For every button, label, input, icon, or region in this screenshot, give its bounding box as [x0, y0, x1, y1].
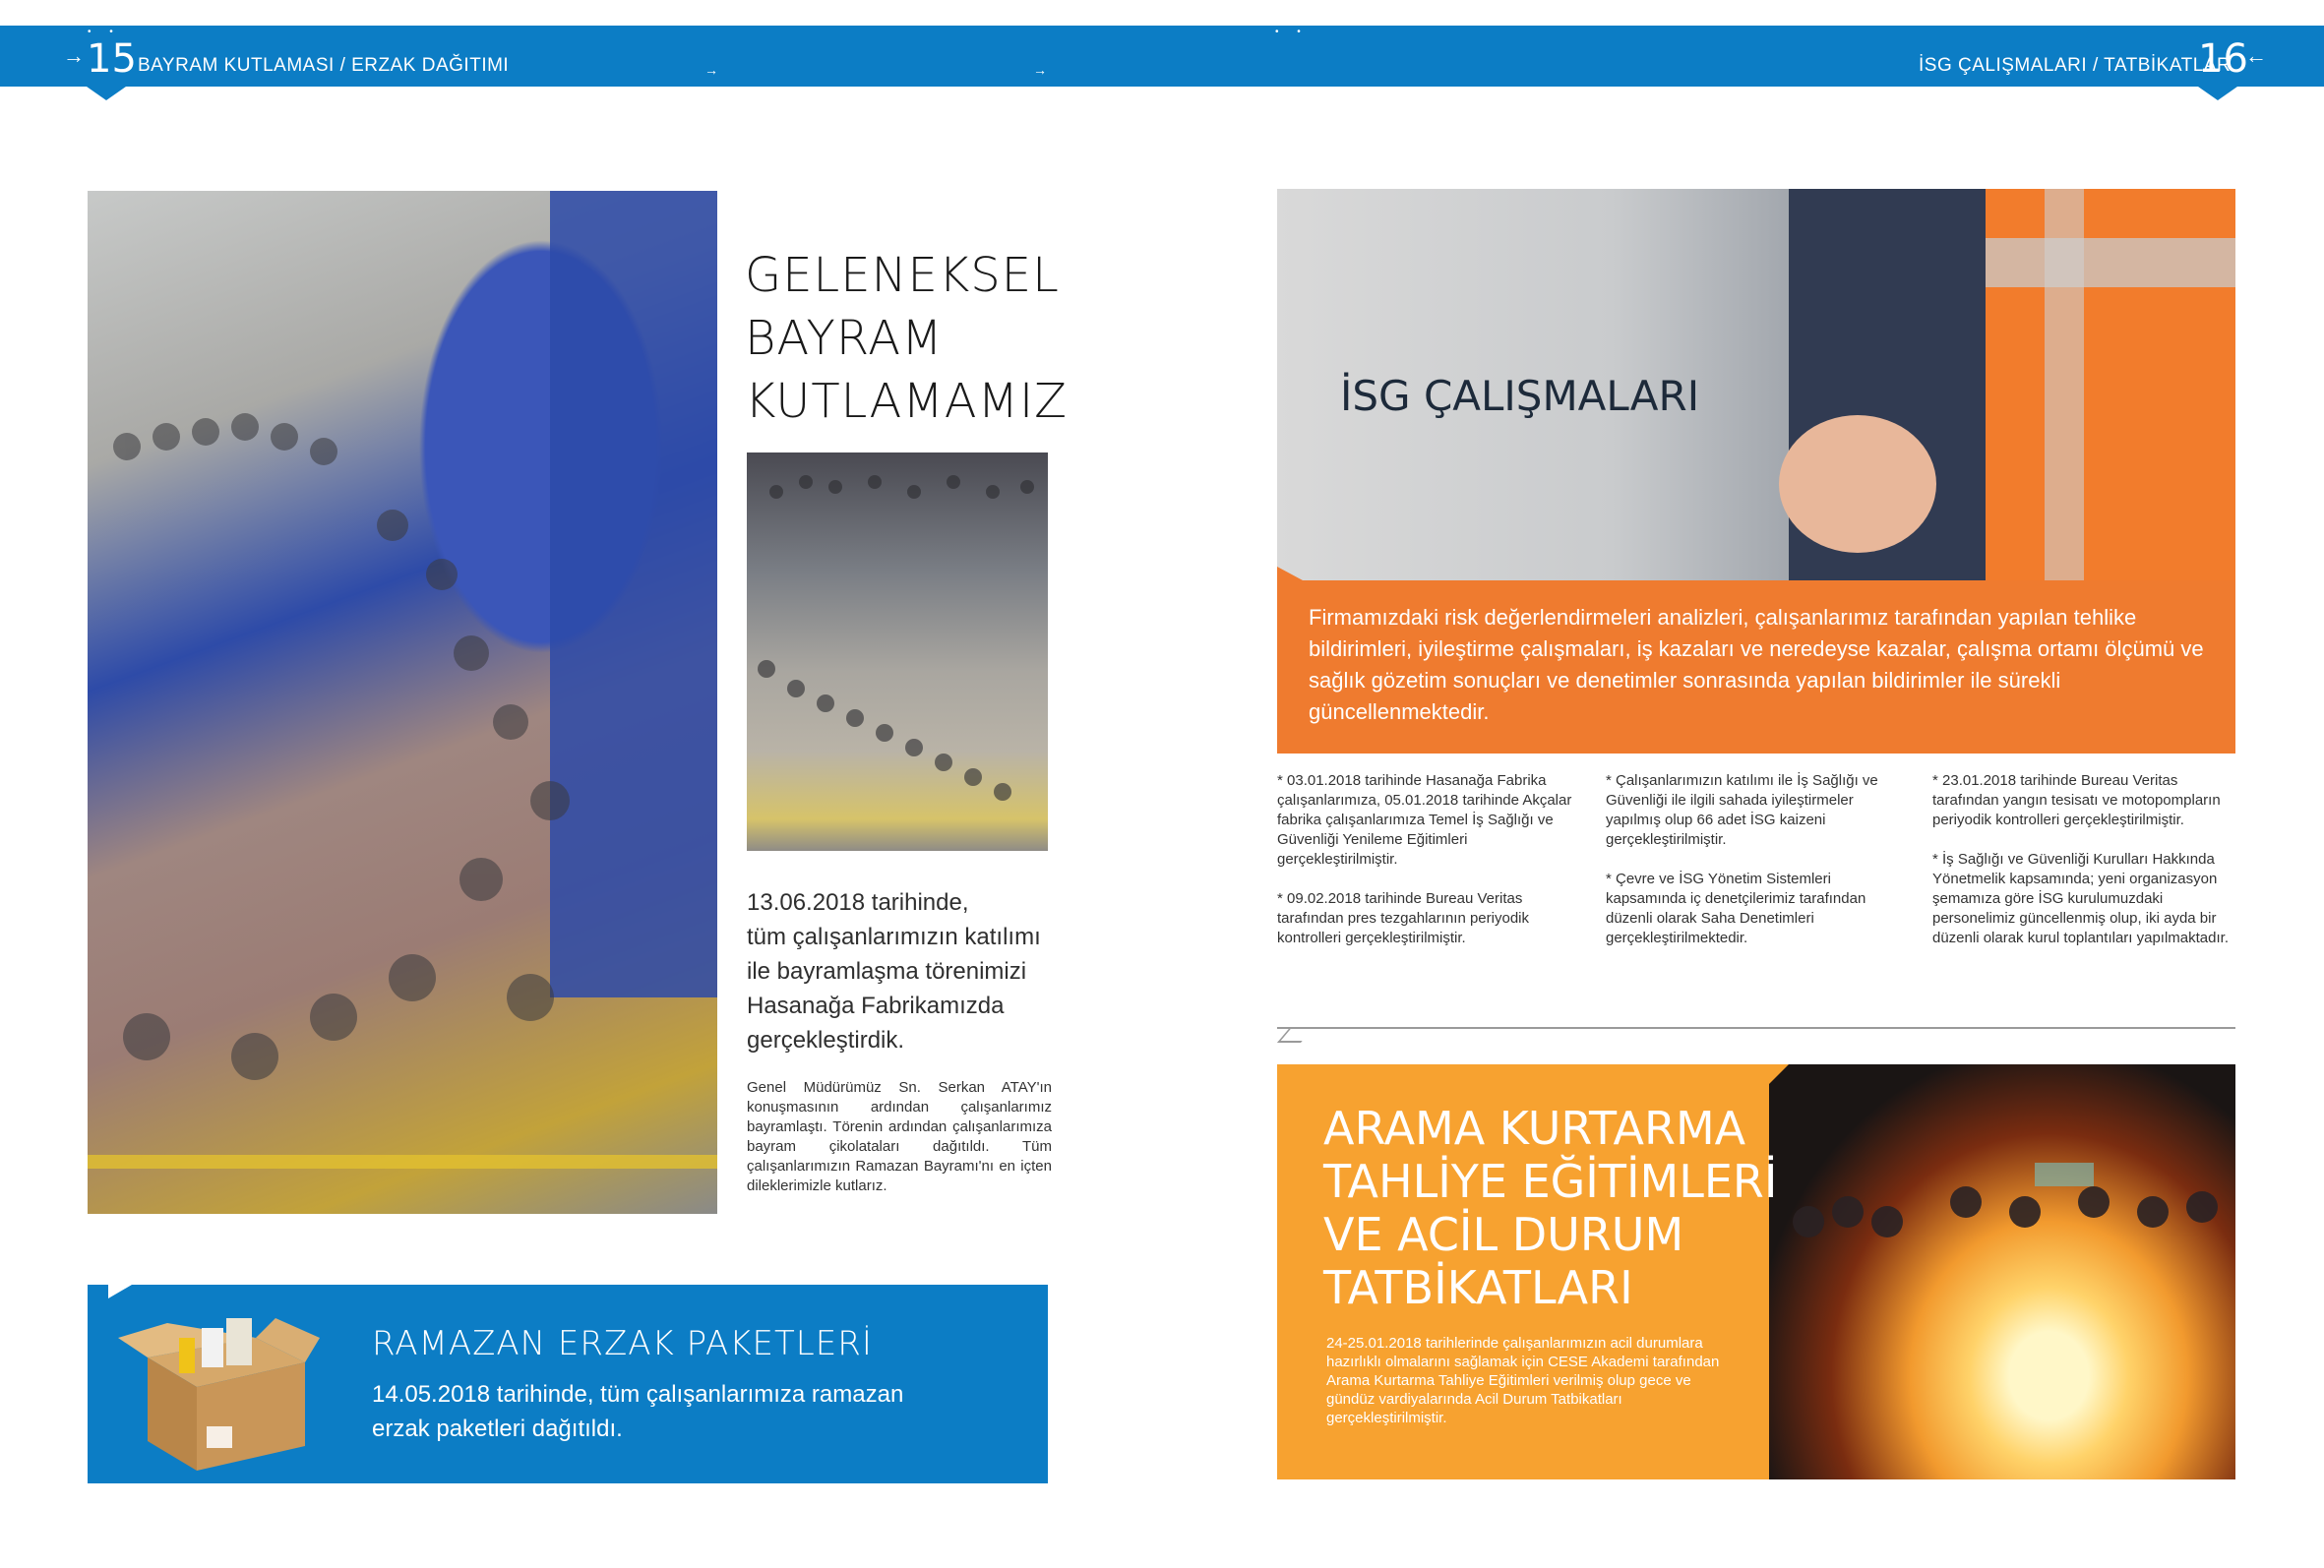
header-tab-left — [87, 87, 126, 100]
page-number-right: 16 — [2198, 36, 2248, 82]
lead-line: Hasanağa Fabrikamızda — [747, 993, 1005, 1019]
bayram-body-text: Genel Müdürümüz Sn. Serkan ATAY'ın konuşmasının ardından çalışanlarımız bayramlaştı. Törenin ardından çalışanlarımıza bayram çikolataları dağıtıldı. Tüm çalışanlarımızın Ramazan Bayramı'nı en içten dileklerimizle kutlarız. — [747, 1079, 1052, 1194]
arama-title-line: TAHLİYE EĞİTİMLERİ — [1323, 1155, 1778, 1208]
ramazan-text-line: erzak paketleri dağıtıldı. — [372, 1416, 623, 1442]
factory-celebration-photo — [88, 191, 717, 1214]
ramazan-text-line: 14.05.2018 tarihinde, tüm çalışanlarımıza ramazan — [372, 1381, 904, 1408]
arrow-right-icon: → — [63, 43, 85, 68]
lead-line: ile bayramlaşma törenimizi — [747, 958, 1027, 985]
crowd-photo — [747, 452, 1048, 851]
divider-notch — [1277, 1027, 1314, 1043]
band-notch — [1277, 567, 1303, 580]
arrow-right-icon: → — [1033, 62, 1047, 78]
ramazan-text — [372, 1377, 923, 1446]
arrow-left-icon: ← — [2245, 43, 2267, 68]
page-number-left: 15 — [87, 36, 137, 82]
isg-item: * Çevre ve İSG Yönetim Sistemleri kapsamında iç denetçilerimiz tarafından düzenli olarak Saha Denetimleri gerçekleştirilmektedir. — [1606, 871, 1866, 946]
isg-item: * 23.01.2018 tarihinde Bureau Veritas tarafından yangın tesisatı ve motopompların periyodik kontrolleri gerçekleştirilmiştir. — [1932, 772, 2221, 828]
fire-drill-photo — [1769, 1064, 2235, 1479]
bayram-title — [745, 244, 1068, 433]
food-package-box-icon — [108, 1308, 325, 1476]
decor-dots-center: • • — [1275, 27, 1309, 37]
isg-intro-text: Firmamızdaki risk değerlendirmeleri analizleri, çalışanlarımız tarafından yapılan tehlike bildirimleri, iyileştirme çalışmaları, iş kazaları ve neredeyse kazalar, çalışma ortamı ölçümü ve sağlık gözetim sonuçları ve denetimler sonrasında yapılan bildirimler ile sürekli güncellenmektedir. — [1309, 605, 2204, 724]
arama-title-line: ARAMA KURTARMA — [1323, 1102, 1746, 1155]
bayram-title-line: KUTLAMAMIZ — [745, 374, 1069, 429]
arama-title-line: TATBİKATLARI — [1323, 1261, 1633, 1314]
arrow-right-icon: → — [704, 62, 718, 78]
isg-title: İSG ÇALIŞMALARI — [1340, 372, 1700, 420]
lead-line: tüm çalışanlarımızın katılımı — [747, 924, 1041, 950]
decor-dots-left: • • — [88, 27, 121, 37]
isg-column-2 — [1606, 771, 1903, 948]
arama-text: 24-25.01.2018 tarihlerinde çalışanlarımızın acil durumlara hazırlıklı olmalarını sağlamak için CESE Akademi tarafından Arama Kurtarma Tahliye Eğitimleri verilmiş olup gece ve gündüz vardiyalarında Acil Durum Tatbikatları gerçekleştirilmiştir. — [1326, 1335, 1720, 1426]
lead-line: 13.06.2018 tarihinde, — [747, 889, 969, 916]
page-title-left: BAYRAM KUTLAMASI / ERZAK DAĞITIMI — [138, 55, 510, 76]
isg-item: * 03.01.2018 tarihinde Hasanağa Fabrika çalışanlarımıza, 05.01.2018 tarihinde Akçalar fabrika çalışanlarımıza Temel İş Sağlığı ve Güvenliği Yenileme Eğitimleri gerçekleştirilmiştir. — [1277, 772, 1572, 868]
arama-title — [1323, 1102, 1777, 1314]
bayram-lead-text — [747, 885, 1062, 1057]
ramazan-title: RAMAZAN ERZAK PAKETLERİ — [372, 1324, 873, 1363]
lead-line: gerçekleştirdik. — [747, 1027, 905, 1054]
page-title-right: İSG ÇALIŞMALARI / TATBİKATLAR — [1919, 55, 2232, 76]
header-tab-right — [2198, 87, 2237, 100]
banner-notch — [108, 1285, 132, 1298]
box-tab — [1769, 1064, 1789, 1084]
isg-item: * 09.02.2018 tarihinde Bureau Veritas tarafından pres tezgahlarının periyodik kontrolleri gerçekleştirilmiştir. — [1277, 890, 1529, 946]
bayram-title-line: GELENEKSEL — [745, 248, 1060, 303]
arama-title-line: VE ACİL DURUM — [1323, 1208, 1684, 1261]
isg-column-3 — [1932, 771, 2230, 948]
bayram-title-line: BAYRAM — [745, 311, 944, 366]
isg-item: * Çalışanlarımızın katılımı ile İş Sağlığı ve Güvenliği ile ilgili sahada iyileştirmeler yapılmış olup 66 adet İSG kaizeni gerçekleştirilmiştir. — [1606, 772, 1878, 848]
section-divider — [1277, 1027, 2235, 1029]
isg-item: * İş Sağlığı ve Güvenliği Kurulları Hakkında Yönetmelik kapsamında; yeni organizasyon şemamıza göre İSG kurulumuzdaki personelimiz güncellenmiş olup, iki ayda bir düzenli olarak kurul toplantıları yapılmaktadır. — [1932, 851, 2229, 946]
isg-column-1 — [1277, 771, 1574, 948]
